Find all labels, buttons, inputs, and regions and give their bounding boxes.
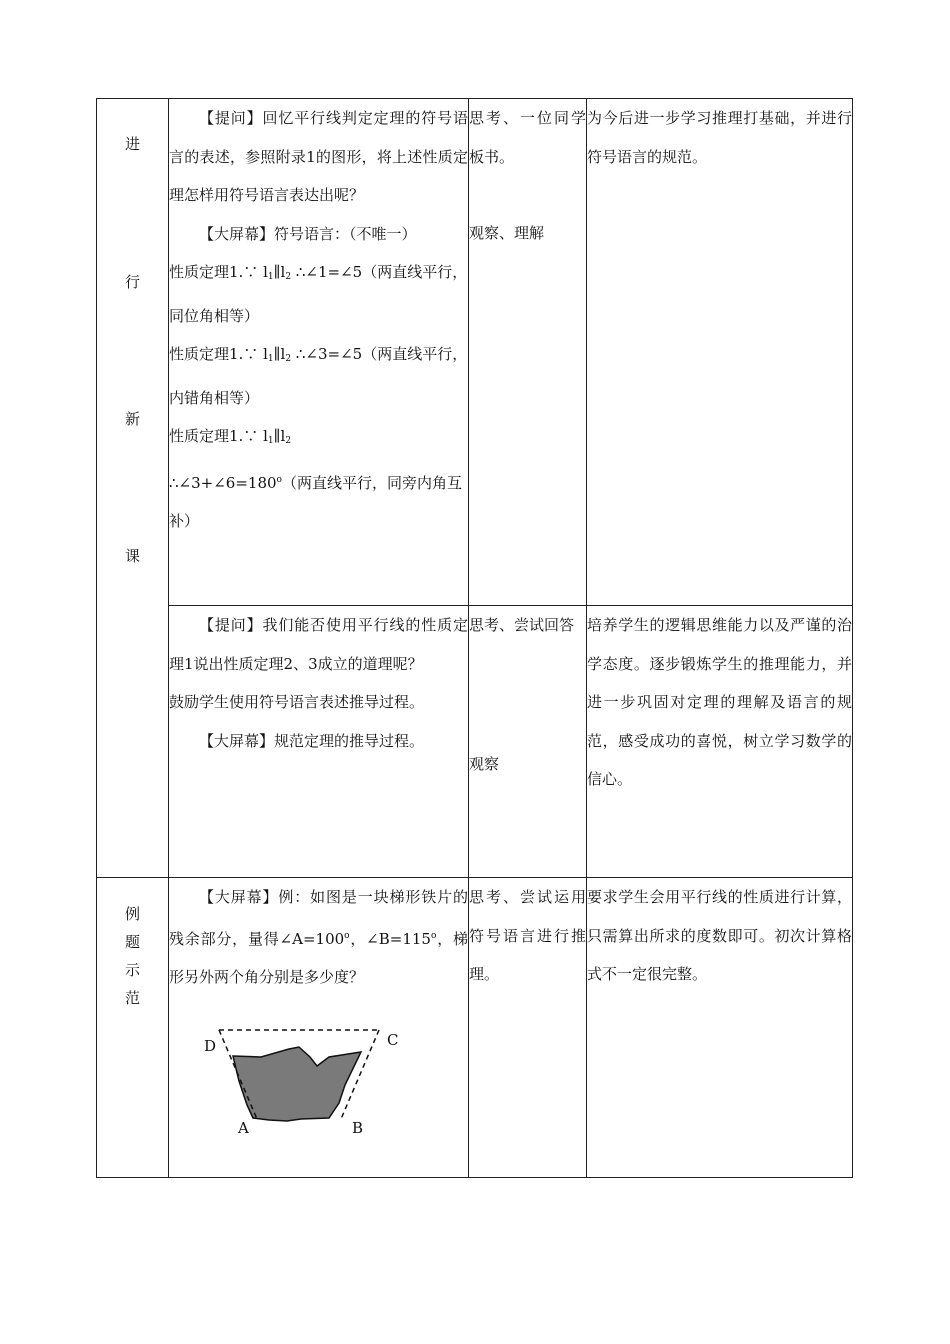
student-activity-text: 思考、尝试运用符号语言进行推理。	[469, 888, 586, 983]
screen-paragraph	[169, 215, 468, 254]
design-purpose-text: 要求学生会用平行线的性质进行计算，只需算出所求的度数即可。初次计算格式不一定很完整。	[587, 888, 852, 983]
lesson-plan-table	[96, 98, 853, 1178]
design-purpose-text: 为今后进一步学习推理打基础，并进行符号语言的规范。	[587, 109, 852, 166]
vertex-label-d: D	[204, 1036, 217, 1055]
stage-char: 课	[124, 547, 140, 565]
question-paragraph	[169, 606, 468, 683]
screen-text: 规范定理的推导过程。	[274, 731, 425, 750]
subscript: 2	[285, 272, 292, 282]
degree-mark: o	[276, 474, 282, 485]
example-text: 例：如图是一块梯形铁片的残余部分，量得∠A=100	[169, 888, 468, 948]
stage-char: 行	[124, 273, 140, 291]
degree-mark: o	[344, 930, 350, 941]
student-activity-cell	[469, 878, 587, 1178]
trapezoid-figure	[169, 997, 468, 1147]
screen-tag: 【大屏幕】	[199, 888, 279, 906]
student-activity-cell	[469, 99, 587, 606]
theorem-text: ∥l	[273, 345, 286, 363]
screen-text: 符号语言：（不唯一）	[274, 224, 417, 243]
table-row	[97, 99, 853, 606]
student-activity-text: 观察	[469, 754, 500, 773]
question-tag: 【提问】	[199, 109, 263, 127]
theorem-text: ∥l	[273, 427, 286, 445]
stage-char: 例	[124, 905, 140, 923]
subscript: 1	[267, 354, 274, 364]
table-row	[97, 606, 853, 878]
theorem-text: ∴∠3+∠6=180	[169, 473, 277, 492]
example-paragraph	[169, 878, 468, 997]
question-text: 我们能否使用平行线的性质定理1说出性质定理2、3成立的道理呢？	[169, 616, 468, 673]
iron-remnant-shape	[233, 1047, 361, 1121]
design-purpose-cell	[587, 878, 853, 1178]
theorem-text: ∥l	[273, 263, 286, 281]
screen-tag: 【大屏幕】	[199, 224, 275, 243]
teacher-activity-cell	[169, 878, 469, 1178]
student-activity-text: 思考、一位同学板书。	[469, 109, 586, 166]
teacher-activity-cell	[169, 99, 469, 606]
question-tag: 【提问】	[199, 616, 263, 634]
degree-mark: o	[430, 930, 437, 941]
stage-char: 范	[124, 989, 140, 1007]
vertex-label-a: A	[238, 1118, 249, 1137]
stage-char: 进	[124, 135, 140, 153]
theorem-text: 性质定理1.∵ l	[169, 427, 268, 445]
design-purpose-cell	[587, 99, 853, 606]
design-purpose-cell	[587, 606, 853, 878]
subscript: 2	[285, 354, 292, 364]
theorem-text: ∴∠3=∠5（两直线平行，内错角相等）	[169, 345, 468, 407]
stage-chars	[97, 878, 168, 1012]
design-purpose-text: 培养学生的逻辑思维能力以及严谨的治学态度。逐步锻炼学生的推理能力，并进一步巩固对定理的理解及语言的规范，感受成功的喜悦，树立学习数学的信心。	[587, 616, 852, 788]
theorem-text: 性质定理1.∵ l	[169, 263, 268, 281]
screen-paragraph	[169, 722, 468, 761]
spacer	[469, 645, 586, 745]
theorem-line-1	[169, 253, 468, 335]
table-row	[97, 878, 853, 1178]
subscript: 1	[267, 272, 274, 282]
theorem-line-3	[169, 417, 468, 541]
student-activity-text: 思考、尝试回答	[469, 616, 575, 634]
stage-cell-new-lesson	[97, 99, 169, 878]
teacher-activity-cell	[169, 606, 469, 878]
question-paragraph	[169, 99, 468, 215]
theorem-text: 性质定理1.∵ l	[169, 345, 268, 363]
theorem-text: ∴∠1=∠5（两直线平行，同位角相等）	[169, 263, 468, 325]
stage-char: 示	[124, 961, 140, 979]
spacer	[469, 176, 586, 214]
vertex-label-c: C	[387, 1030, 399, 1049]
vertex-label-b: B	[352, 1118, 364, 1137]
stage-char: 新	[124, 410, 140, 428]
subscript: 1	[267, 436, 274, 446]
subscript: 2	[285, 436, 292, 446]
student-activity-text: 观察、理解	[469, 224, 545, 242]
example-text: ，梯形另外两个角分别是多少度？	[169, 929, 468, 986]
example-text: ，∠B=115	[349, 929, 431, 948]
trapezoid-diagram	[169, 997, 453, 1147]
encourage-paragraph: 鼓励学生使用符号语言表述推导过程。	[169, 693, 425, 711]
question-text: 回忆平行线判定定理的符号语言的表述，参照附录1的图形，将上述性质定理怎样用符号语言表达出呢？	[169, 109, 468, 204]
theorem-text: （两直线平行，同旁内角互补）	[169, 473, 462, 530]
stage-cell-example	[97, 878, 169, 1178]
screen-tag: 【大屏幕】	[199, 731, 275, 750]
student-activity-cell	[469, 606, 587, 878]
theorem-line-2	[169, 335, 468, 417]
stage-char: 题	[124, 933, 140, 951]
